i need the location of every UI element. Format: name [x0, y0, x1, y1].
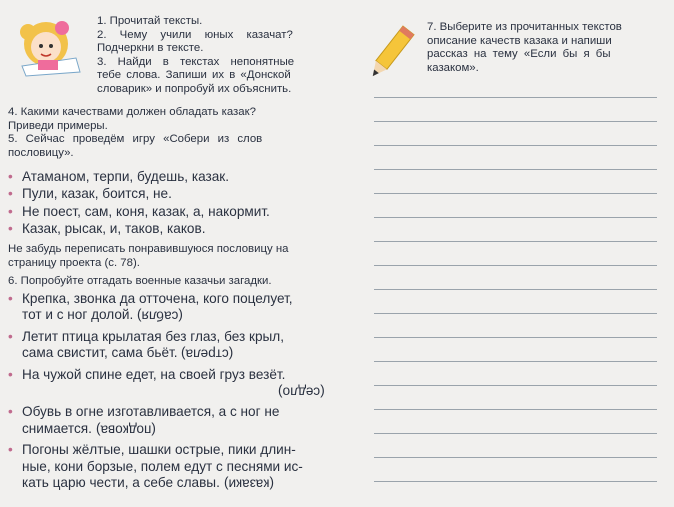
proverb-list	[8, 169, 270, 239]
riddle-text: Летит птица крылатая без глаз, без крыл,	[22, 328, 284, 344]
writing-line	[374, 361, 657, 362]
writing-line	[374, 337, 657, 338]
riddle-text: Обувь в огне изготавливается, а с ног не	[22, 404, 280, 420]
proverb-text: Не поест, сам, коня, казак, а, накормит.	[22, 203, 270, 219]
task-line: словарик» и попробуй их объяснить.	[97, 82, 292, 95]
riddle-answer-upside-down: (подкова)	[95, 422, 156, 438]
proverb-text: Пули, казак, боится, не.	[22, 186, 172, 202]
riddle-item	[8, 329, 325, 362]
riddle-item	[8, 367, 325, 400]
writing-line	[374, 289, 657, 290]
task-line: 1. Прочитай тексты.	[97, 15, 203, 27]
riddle-text: Крепка, звонка да отточена, кого поцелует,	[22, 291, 293, 306]
proverb-text: Казак, рысак, и, таков, каков.	[22, 221, 206, 237]
bullet-icon: •	[8, 442, 13, 458]
writing-line	[374, 97, 657, 98]
bullet-icon: •	[8, 366, 13, 382]
writing-line	[374, 409, 657, 410]
writing-line	[374, 217, 657, 218]
riddle-text: тот и с ног долой.	[22, 307, 134, 323]
task-line: тебе слова. Запиши их в «Донской	[97, 69, 291, 82]
riddle-text: На чужой спине едет, на своей груз везёт.	[22, 366, 286, 382]
pencil-icon	[364, 22, 416, 86]
bullet-icon: •	[8, 291, 13, 306]
riddle-answer-upside-down: (седло)	[278, 384, 325, 400]
riddle-text: Погоны жёлтые, шашки острые, пики длин-	[22, 442, 296, 458]
riddle-answer-upside-down: (стрела)	[181, 346, 234, 362]
riddle-item	[8, 404, 325, 437]
bullet-icon: •	[8, 328, 13, 344]
writing-line	[374, 457, 657, 458]
riddle-text: ные, кони борзые, полем едут с песнями ис-	[22, 458, 303, 474]
writing-line	[374, 265, 657, 266]
writing-line	[374, 433, 657, 434]
task-line: 4. Какими качествами должен обладать казак?	[8, 106, 256, 118]
proverb-item	[8, 204, 270, 221]
task-6-heading: 6. Попробуйте отгадать военные казачьи загадки.	[8, 275, 272, 287]
writing-line	[374, 145, 657, 146]
task-line: рассказ на тему «Если бы я бы	[427, 48, 611, 61]
bullet-icon: •	[8, 221, 13, 237]
tasks-4-5	[8, 106, 262, 160]
proverb-item	[8, 169, 270, 186]
writing-line	[374, 481, 657, 482]
bullet-icon: •	[8, 404, 13, 420]
task-line: Подчеркни в тексте.	[97, 42, 204, 55]
bullet-icon: •	[8, 203, 13, 219]
proverb-text: Атаманом, терпи, будешь, казак.	[22, 169, 230, 184]
task-line: пословицу».	[8, 146, 74, 159]
riddle-answer-upside-down: (сабля)	[137, 308, 183, 324]
riddle-answer-upside-down: (казаки)	[223, 476, 274, 492]
writing-line	[374, 241, 657, 242]
writing-line	[374, 121, 657, 122]
proverb-item	[8, 221, 270, 238]
note-line: страницу проекта (с. 78).	[8, 256, 140, 269]
riddle-text: снимается.	[22, 420, 92, 436]
task-line: 5. Сейчас проведём игру «Собери из слов	[8, 133, 263, 146]
writing-line	[374, 193, 657, 194]
task-line: описание качеств казака и напиши	[427, 34, 612, 47]
riddle-list	[8, 291, 325, 491]
project-note	[8, 243, 288, 270]
riddle-text: кать царю чести, а себе славы.	[22, 475, 220, 491]
bullet-icon: •	[8, 186, 13, 202]
task-line: 3. Найди в текстах непонятные	[97, 55, 295, 68]
task-line: казаком».	[427, 61, 479, 74]
task-line: 2. Чему учили юных казачат?	[97, 28, 293, 41]
proverb-item	[8, 186, 270, 203]
riddle-item	[8, 442, 325, 491]
writing-line	[374, 313, 657, 314]
reading-girl-illustration	[16, 14, 86, 78]
task-line: Приведи примеры.	[8, 119, 108, 132]
writing-line	[374, 169, 657, 170]
note-line: Не забудь переписать понравившуюся пословицу на	[8, 243, 289, 255]
riddle-item	[8, 291, 325, 324]
task-7	[427, 21, 622, 75]
riddle-text: сама свистит, сама бьёт.	[22, 345, 178, 361]
task-line: 7. Выберите из прочитанных текстов	[427, 21, 622, 33]
writing-line	[374, 385, 657, 386]
bullet-icon: •	[8, 169, 13, 184]
tasks-1-3	[97, 15, 294, 97]
